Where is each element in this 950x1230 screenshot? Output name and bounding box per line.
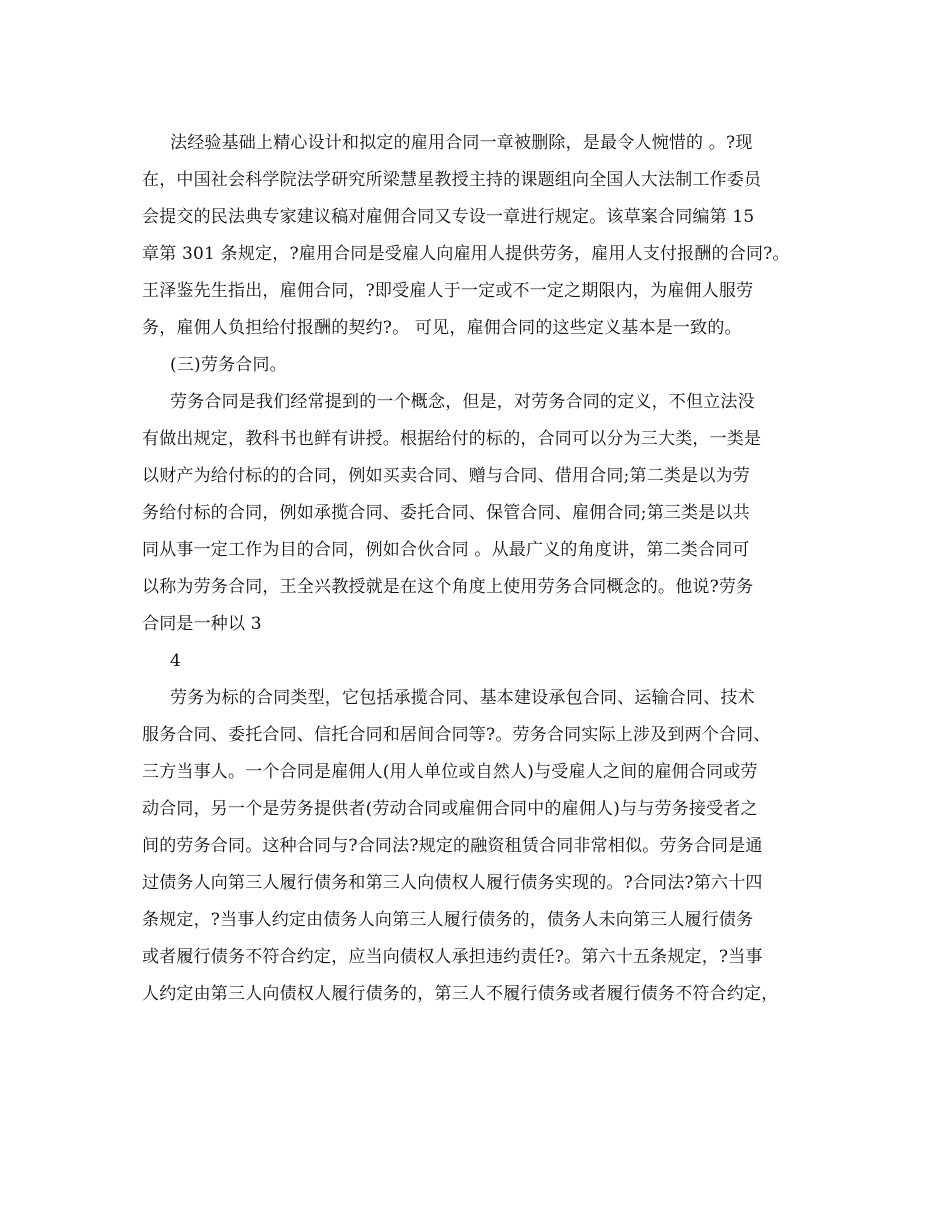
text-line-14: 合同是一种以 3	[142, 614, 262, 634]
text-line-1: 法经验基础上精心设计和拟定的雇用合同一章被删除，是最令人惋惜的 。?现	[170, 133, 753, 153]
text-line-10: 以财产为给付标的的合同，例如买卖合同、赠与合同、借用合同;第二类是以为劳	[142, 466, 750, 486]
text-line-5: 王泽鉴先生指出，雇佣合同，?即受雇人于一定或不一定之期限内，为雇佣人服劳	[142, 281, 754, 301]
text-line-20: 间的劳务合同。这种合同与?合同法?规定的融资租赁合同非常相似。劳务合同是通	[142, 836, 763, 856]
text-line-17: 服务合同、委托合同、信托合同和居间合同等?。劳务合同实际上涉及到两个合同、	[142, 725, 771, 745]
text-line-6: 务，雇佣人负担给付报酬的契约?。 可见，雇佣合同的这些定义基本是一致的。	[142, 318, 742, 338]
text-line-2: 在，中国社会科学院法学研究所梁慧星教授主持的课题组向全国人大法制工作委员	[142, 170, 762, 190]
text-line-9: 有做出规定，教科书也鲜有讲授。根据给付的标的，合同可以分为三大类，一类是	[142, 429, 762, 449]
text-line-19: 动合同，另一个是劳务提供者(劳动合同或雇佣合同中的雇佣人)与与劳务接受者之	[142, 799, 758, 819]
text-line-4: 章第 301 条规定，?雇用合同是受雇人向雇用人提供劳务，雇用人支付报酬的合同?。	[142, 244, 790, 264]
text-line-3: 会提交的民法典专家建议稿对雇佣合同又专设一章进行规定。该草案合同编第 15	[142, 207, 755, 227]
text-line-22: 条规定，?当事人约定由债务人向第三人履行债务的，债务人未向第三人履行债务	[142, 910, 754, 930]
text-line-23: 或者履行债务不符合约定，应当向债权人承担违约责任?。第六十五条规定，?当事	[142, 947, 763, 967]
page-number: 4	[170, 651, 182, 671]
text-line-8: 劳务合同是我们经常提到的一个概念，但是，对劳务合同的定义，不但立法没	[170, 392, 755, 412]
text-line-12: 同从事一定工作为目的合同，例如合伙合同 。从最广义的角度讲，第二类合同可	[142, 540, 750, 560]
text-line-16: 劳务为标的合同类型，它包括承揽合同、基本建设承包合同、运输合同、技术	[170, 688, 755, 708]
text-line-11: 务给付标的合同，例如承揽合同、委托合同、保管合同、雇佣合同;第三类是以共	[142, 503, 750, 523]
text-line-13: 以称为劳务合同，王全兴教授就是在这个角度上使用劳务合同概念的。他说?劳务	[142, 577, 754, 597]
text-line-24: 人约定由第三人向债权人履行债务的，第三人不履行债务或者履行债务不符合约定，	[142, 984, 779, 1004]
text-line-18: 三方当事人。一个合同是雇佣人(用人单位或自然人)与受雇人之间的雇佣合同或劳	[142, 762, 758, 782]
text-line-21: 过债务人向第三人履行债务和第三人向债权人履行债务实现的。?合同法?第六十四	[142, 873, 763, 893]
section-heading: (三)劳务合同。	[170, 355, 287, 375]
